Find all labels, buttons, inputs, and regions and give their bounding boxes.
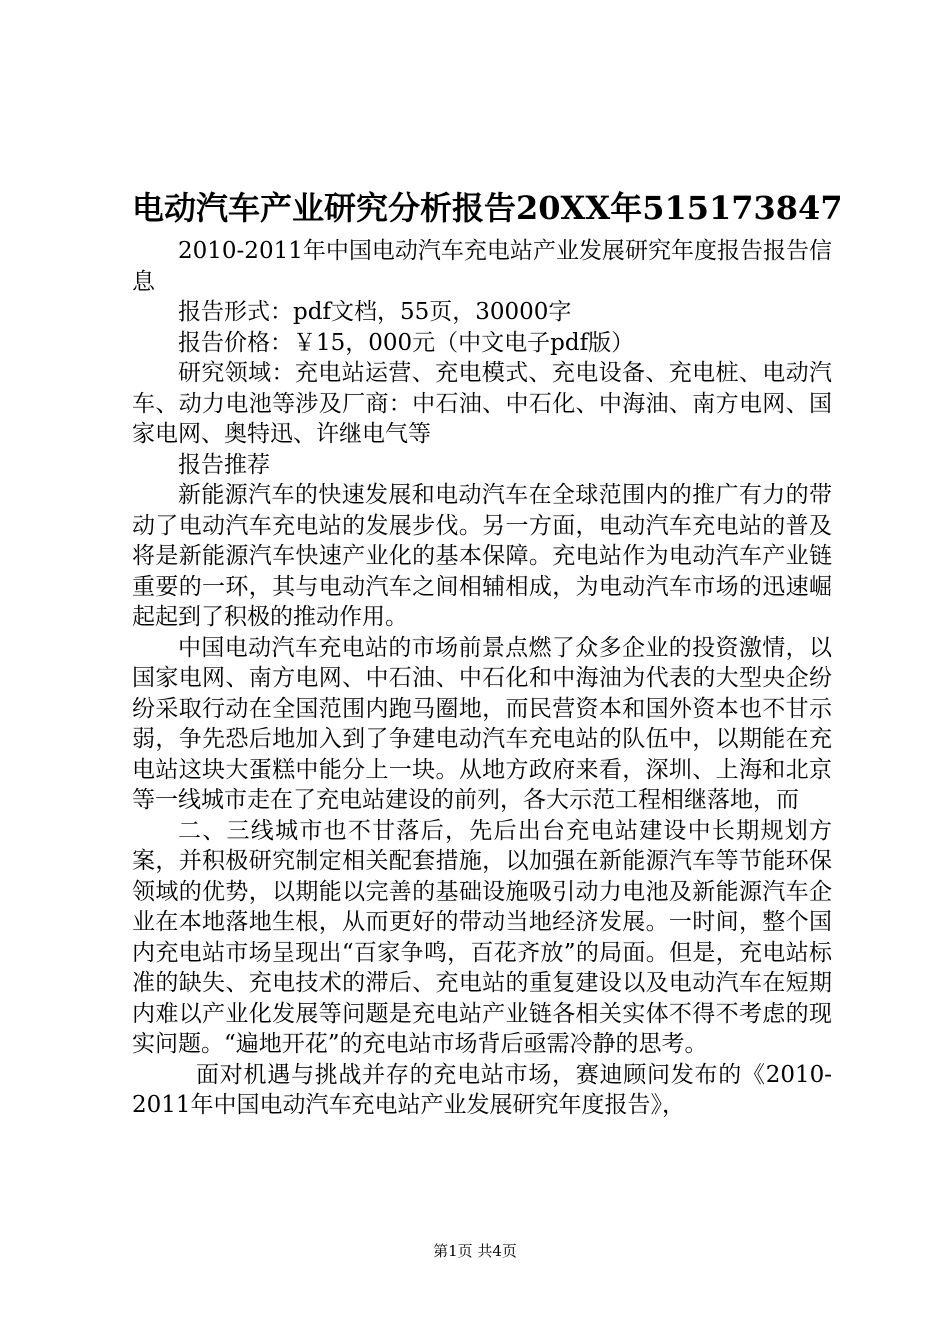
paragraph-research-fields: 研究领域：充电站运营、充电模式、充电设备、充电桩、电动汽车、动力电池等涉及厂商：中石油、中石化、中海油、南方电网、国家电网、奥特迅、许继电气等: [132, 360, 832, 447]
paragraph-body-4: 面对机遇与挑战并存的充电站市场，赛迪顾问发布的《2010-2011年中国电动汽车充电站产业发展研究年度报告》，: [132, 1061, 832, 1118]
paragraph-body-3: 二、三线城市也不甘落后，先后出台充电站建设中长期规划方案，并积极研究制定相关配套措施，以加强在新能源汽车等节能环保领域的优势，以期能以完善的基础设施吸引动力电池及新能源汽车企业在本地落地生根，从而更好的带动当地经济发展。一时间，整个国内充电站市场呈现出“百家争鸣，百花齐放”的局面。但是，充电站标准的缺失、充电技术的滞后、充电站的重复建设以及电动汽车在短期内难以产业化发展等问题是充电站产业链各相关实体不得不考虑的现实问题。“遍地开花”的充电站市场背后亟需冷静的思考。: [132, 817, 832, 1057]
paragraph-report-price: 报告价格：￥15，000元（中文电子pdf版）: [178, 329, 635, 356]
paragraph-body-2: 中国电动汽车充电站的市场前景点燃了众多企业的投资激情，以国家电网、南方电网、中石油、中石化和中海油为代表的大型央企纷纷采取行动在全国范围内跑马圈地，而民营资本和国外资本也不甘示弱，争先恐后地加入到了争建电动汽车充电站的队伍中，以期能在充电站这块大蛋糕中能分上一块。从地方政府来看，深圳、上海和北京等一线城市走在了充电站建设的前列，各大示范工程相继落地，而: [132, 634, 832, 813]
page-footer: 第1页 共4页: [433, 1242, 517, 1260]
document-body: [132, 236, 832, 1121]
paragraph-body-1: 新能源汽车的快速发展和电动汽车在全球范围内的推广有力的带动了电动汽车充电站的发展步伐。另一方面，电动汽车充电站的普及将是新能源汽车快速产业化的基本保障。充电站作为电动汽车产业链重要的一环，其与电动汽车之间相辅相成，为电动汽车市场的迅速崛起起到了积极的推动作用。: [132, 482, 832, 630]
paragraph-recommendation-heading: 报告推荐: [178, 451, 270, 478]
paragraph-report-format: 报告形式：pdf文档，55页，30000字: [178, 299, 572, 325]
document-title: 电动汽车产业研究分析报告20XX年515173847: [132, 189, 843, 227]
paragraph-report-info: 2010-2011年中国电动汽车充电站产业发展研究年度报告报告信息: [132, 238, 832, 295]
